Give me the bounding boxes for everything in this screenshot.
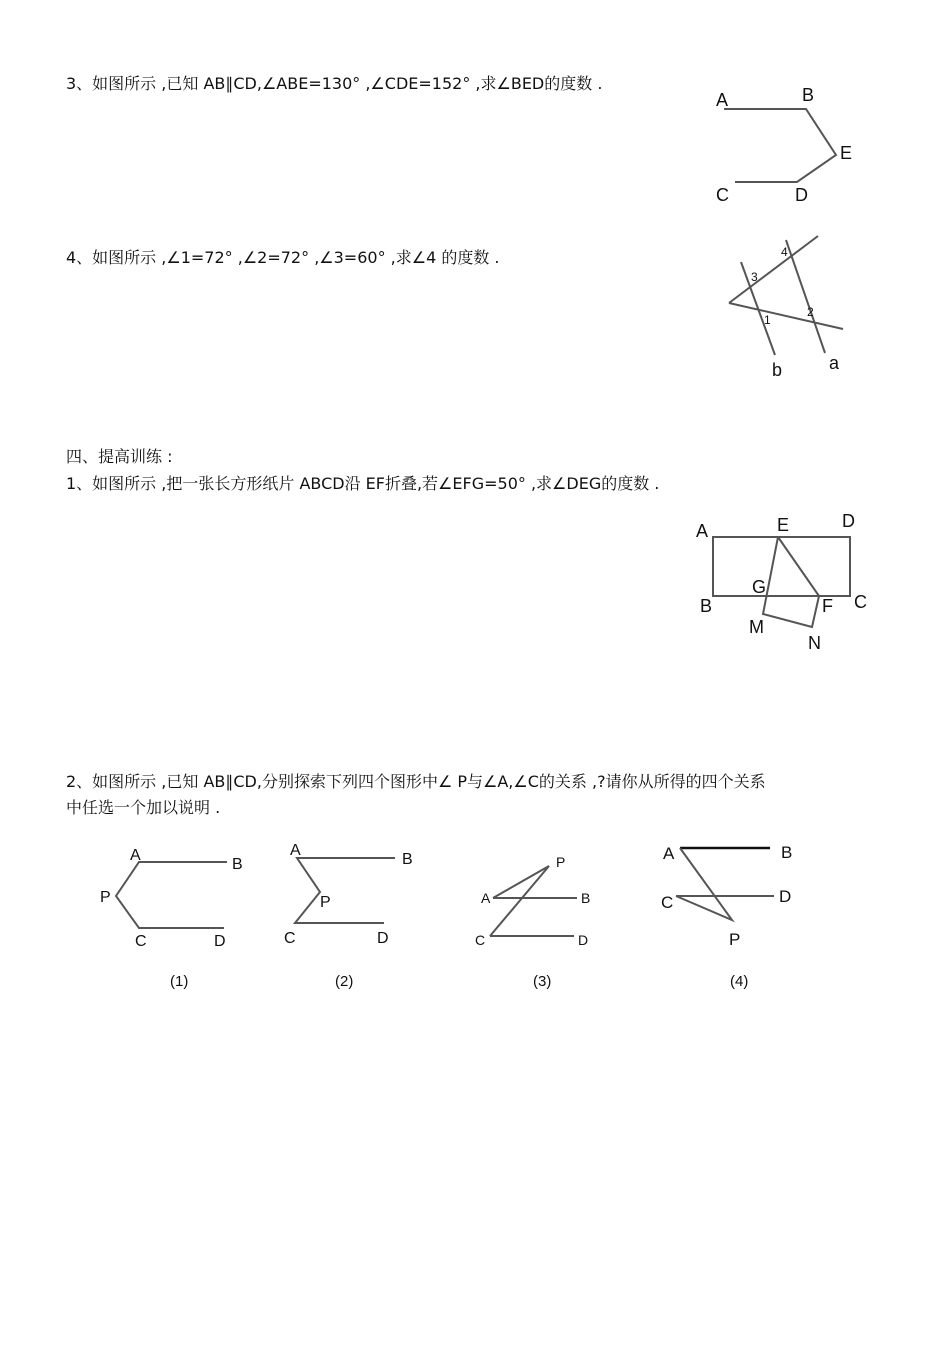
f2-label-c: C [284,930,296,947]
fig4-angle-3: 3 [751,270,758,284]
f1-path [116,862,227,928]
problem-3-text: 3、如图所示 ,已知 AB∥CD,∠ABE=130° ,∠CDE=152° ,求∠BED的度数 . [66,74,603,93]
f3-caption: (3) [533,973,552,990]
f3-path [490,866,549,936]
fold-label-n: N [808,633,821,653]
problem-4-text: 4、如图所示 ,∠1=72° ,∠2=72° ,∠3=60° ,求∠4 的度数 . [66,248,500,267]
f4-caption: (4) [730,973,749,990]
fold-label-b: B [700,596,713,616]
fig4-angle-2: 2 [807,305,814,319]
fold-rectangle [713,537,850,596]
figure-3 [470,850,600,950]
f3-label-a: A [481,890,491,906]
fig4-label-a: a [829,353,840,373]
advanced-q1-text: 1、如图所示 ,把一张长方形纸片 ABCD沿 EF折叠,若∠EFG=50° ,求∠DEG的度数 . [66,474,660,493]
f3-label-d: D [578,932,589,948]
fig3-label-e: E [840,143,853,163]
advanced-q2-text-line2: 中任选一个加以说明 . [66,798,221,817]
fold-label-a: A [696,521,709,541]
figure-problem-3 [700,80,870,210]
f4-label-c: C [661,893,674,912]
f1-label-c: C [135,933,147,950]
f2-caption: (2) [335,973,354,990]
f2-path [295,858,395,923]
f3-label-p: P [556,854,566,870]
f3-label-b: B [581,890,591,906]
fold-label-m: M [749,617,764,637]
f3-label-c: C [475,932,486,948]
f2-label-b: B [402,851,413,868]
fold-line-ef [778,537,819,596]
fig4-line-a [786,240,825,353]
f2-label-a: A [290,842,301,859]
fig4-angle-1: 1 [764,313,771,327]
fig4-line-lower [729,303,843,329]
f4-path [676,848,732,920]
figure-2 [280,835,425,950]
f1-label-a: A [130,847,141,864]
fig3-label-d: D [795,185,808,205]
section-heading: 四、提高训练 : [66,447,173,466]
fold-label-c: C [854,592,867,612]
figure-4 [655,838,805,950]
fig3-path [724,109,836,182]
f4-label-b: B [781,843,793,862]
f1-label-b: B [232,856,243,873]
f4-label-a: A [663,844,675,863]
fold-label-g: G [752,577,767,597]
f1-caption: (1) [170,973,189,990]
fig4-label-b: b [772,360,783,380]
f4-label-d: D [779,887,792,906]
fold-label-f: F [822,596,833,616]
fig3-label-a: A [716,90,729,110]
fold-label-e: E [777,515,790,535]
fig4-line-b [741,262,775,355]
f1-label-d: D [214,933,226,950]
fold-label-d: D [842,511,855,531]
figure-1 [95,840,255,950]
fig3-label-b: B [802,85,815,105]
figure-fold-rectangle [690,505,875,655]
f4-label-p: P [729,930,741,949]
f1-label-p: P [100,889,111,906]
f2-label-d: D [377,930,389,947]
fig4-angle-4: 4 [781,245,788,259]
f2-label-p: P [320,894,331,911]
advanced-q2-text-line1: 2、如图所示 ,已知 AB∥CD,分别探索下列四个图形中∠ P与∠A,∠C的关系 ,?请你从所得的四个关系 [66,772,766,791]
fold-flap [763,537,819,627]
fig3-label-c: C [716,185,729,205]
figure-problem-4 [715,230,855,380]
